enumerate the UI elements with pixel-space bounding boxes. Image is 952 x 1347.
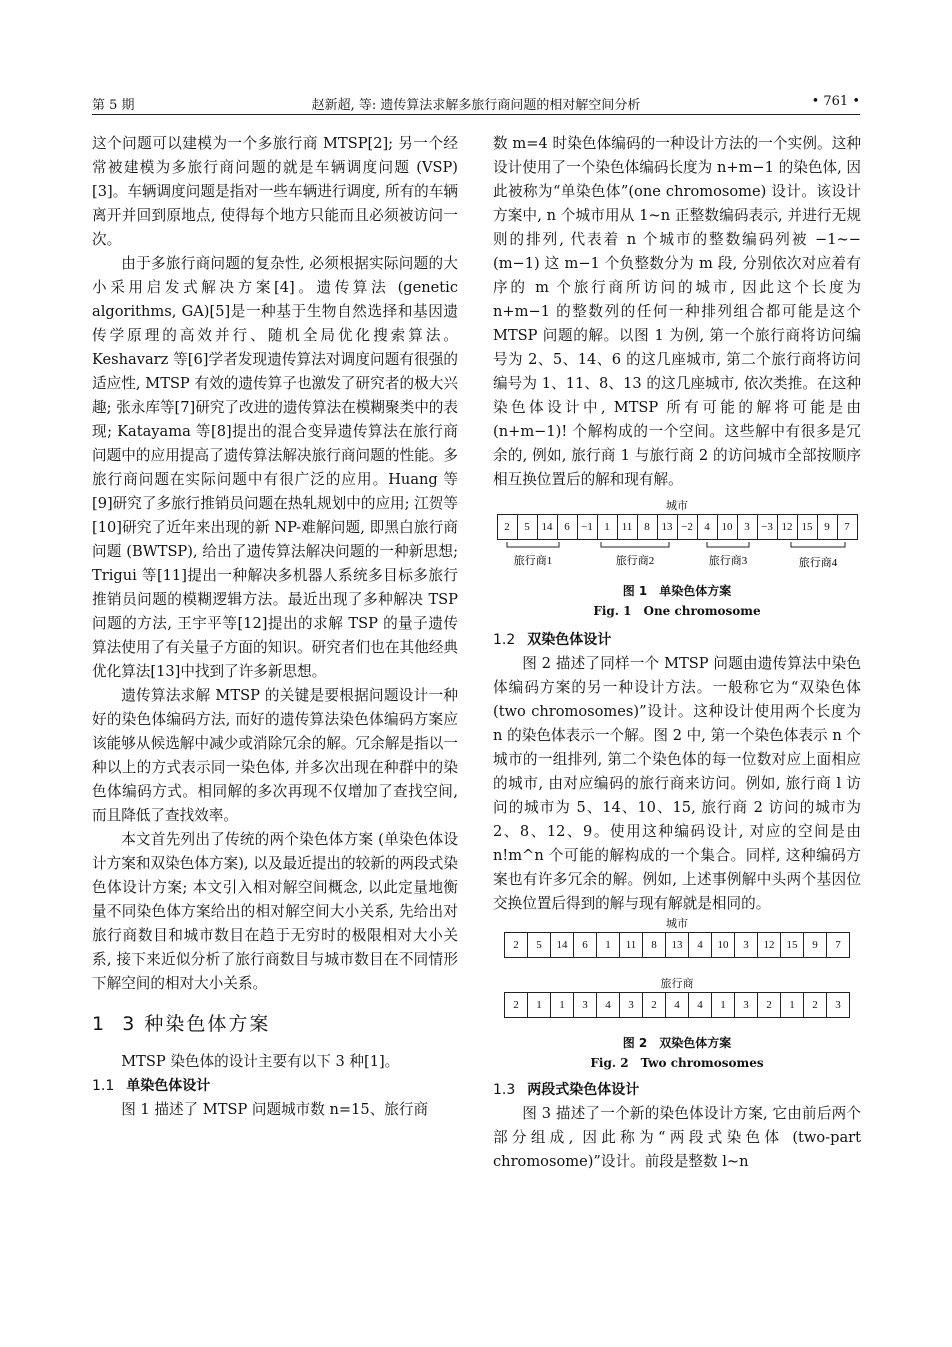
chromosome-cell: 11 (617, 515, 637, 540)
chromosome-cell: −2 (677, 515, 697, 540)
figure-2-caption-en: Fig. 2 Two chromosomes (590, 1056, 764, 1070)
figure-1-caption: 图 1 单染色体方案 (622, 584, 732, 598)
chromosome-cell: 6 (557, 515, 577, 540)
group-label: 旅行商3 (708, 555, 748, 567)
chromosome-cell: 1 (781, 993, 804, 1018)
traveler-brackets (493, 540, 861, 574)
chromosome-cell: 4 (697, 515, 717, 540)
section-number: 1 (92, 1013, 107, 1035)
paragraph: 图 1 描述了 MTSP 问题城市数 n=15、旅行商 (121, 1101, 429, 1118)
chromosome-cell: 8 (643, 933, 666, 958)
group-label: 旅行商1 (513, 555, 553, 567)
city-chromosome-table (504, 932, 850, 958)
chromosome-cell: 12 (758, 933, 781, 958)
page-number: • 761 • (811, 94, 860, 109)
subsection-heading (493, 628, 861, 652)
subsection-title: 单染色体设计 (126, 1078, 211, 1094)
chromosome-cell: 1 (712, 993, 735, 1018)
chromosome-cell: 5 (528, 933, 551, 958)
figure-1-top-label: 城市 (666, 499, 688, 512)
subsection-title: 两段式染色体设计 (527, 1082, 640, 1098)
chromosome-cell: 4 (689, 933, 712, 958)
chromosome-cell: 12 (777, 515, 797, 540)
paragraph: 由于多旅行商问题的复杂性, 必须根据实际问题的大小采用启发式解决方案[4]。遗传算法 (genetic algorithms, GA)[5]是一种基于生物自然选择和基因遗传学原理的高效并行、随机全局优化搜索算法。Keshavarz 等[6]学者发现遗传算法对调度问题有很强的适应性, MTSP 有效的遗传算子也激发了研究者的极大兴趣; 张永库等[7]研究了改进的遗传算法在模糊聚类中的表现; Katayama 等[8]提出的混合变异遗传算法在旅行商问题中的应用提高了遗传算法解决旅行商问题的性能。多旅行商问题在实际问题中有很广泛的应用。Huang 等[9]研究了多旅行推销员问题在热轧规划中的应用; 江贺等[10]研究了近年来出现的新 NP-难解问题, 即黑白旅行商问题 (BWTSP), 给出了遗传算法解决问题的一种新思想; Trigui 等[11]提出一种解决多机器人系统多目标多旅行推销员问题的模糊逻辑方法。最近出现了多种解决 TSP 问题的方法, 王宇平等[12]提出的求解 TSP 的量子遗传算法使用了有关量子方面的知识。研究者们也在其他经典优化算法[13]中找到了许多新思想。 (92, 255, 458, 680)
chromosome-cell: 2 (497, 515, 517, 540)
paragraph: MTSP 染色体的设计主要有以下 3 种[1]。 (121, 1053, 400, 1070)
chromosome-cell: 8 (637, 515, 657, 540)
chromosome-cell: 2 (505, 933, 528, 958)
chromosome-cell: 10 (717, 515, 737, 540)
figure-2-mid-label: 旅行商 (660, 977, 694, 990)
paragraph: 图 3 描述了一个新的染色体设计方案, 它由前后两个部分组成, 因此称为“两段式染色体 (two-part chromosome)”设计。前段是整数 l~n (493, 1105, 861, 1170)
chromosome-table (497, 514, 858, 540)
left-column (92, 132, 458, 1122)
paragraph: 本文首先列出了传统的两个染色体方案 (单染色体设计方案和双染色体方案), 以及最近提出的较新的两段式染色体设计方案; 本文引入相对解空间概念, 以此定量地衡量不同染色体方案给出的相对解空间大小关系, 先给出对旅行商数目和城市数目在趋于无穷时的极限相对大小关系, 接下来近似分析了旅行商数目与城市数目在不同情形下解空间的相对大小关系。 (92, 831, 458, 992)
chromosome-cell: 13 (657, 515, 677, 540)
chromosome-cell: 11 (620, 933, 643, 958)
chromosome-cell: 7 (827, 933, 850, 958)
figure-2-top-label: 城市 (666, 917, 688, 930)
running-title: 赵新超, 等: 遗传算法求解多旅行商问题的相对解空间分析 (311, 98, 641, 113)
chromosome-cell: 2 (758, 993, 781, 1018)
chromosome-cell: 3 (620, 993, 643, 1018)
chromosome-cell: 1 (551, 993, 574, 1018)
chromosome-cell: 14 (537, 515, 557, 540)
chromosome-cell: 6 (574, 933, 597, 958)
chromosome-cell: 4 (597, 993, 620, 1018)
chromosome-cell: 4 (666, 993, 689, 1018)
chromosome-cell: 2 (643, 993, 666, 1018)
chromosome-cell: 5 (517, 515, 537, 540)
chromosome-cell: 1 (597, 933, 620, 958)
paragraph: 图 2 描述了同样一个 MTSP 问题由遗传算法中染色体编码方案的另一种设计方法。一般称它为“双染色体 (two chromosomes)”设计。这种设计使用两个长度为 n 的染色体表示一个解。图 2 中, 第一个染色体表示 n 个城市的一组排列, 第二个染色体的每一位数对应上面相应的城市, 由对应编码的旅行商来访问。例如, 旅行商 l 访问的城市为 5、14、10、15, 旅行商 2 访问的城市为 2、8、12、9。使用这种编码设计, 对应的空间是由 n!m^n 个可能的解构成的一个集合。同样, 这种编码方案也有许多冗余的解。例如, 上述事例解中头两个基因位交换位置后得到的解与现有解就是相同的。 (493, 655, 861, 912)
chromosome-cell: 3 (574, 993, 597, 1018)
figure-2 (493, 916, 861, 1072)
chromosome-cell: 14 (551, 933, 574, 958)
chromosome-cell: 9 (804, 933, 827, 958)
chromosome-cell: 13 (666, 933, 689, 958)
chromosome-cell: 15 (797, 515, 817, 540)
group-label: 旅行商4 (798, 557, 838, 569)
subsection-number: 1.3 (493, 1082, 516, 1098)
chromosome-cell: 9 (817, 515, 837, 540)
subsection-heading (493, 1078, 861, 1102)
chromosome-cell: 3 (735, 933, 758, 958)
subsection-number: 1.1 (92, 1078, 115, 1094)
header-rule (92, 114, 860, 115)
paragraph: 遗传算法求解 MTSP 的关键是要根据问题设计一种好的染色体编码方法, 而好的遗传算法染色体编码方案应该能够从候选解中减少或消除冗余的解。冗余解是指以一种以上的方式表示同一染色体, 并多次出现在种群中的染色体编码方式。相同解的多次再现不仅增加了查找空间, 而且降低了查找效率。 (92, 687, 458, 824)
chromosome-cell: 2 (804, 993, 827, 1018)
chromosome-cell: −1 (577, 515, 597, 540)
right-column (493, 132, 861, 1174)
chromosome-cell: −3 (757, 515, 777, 540)
chromosome-cell: 3 (735, 993, 758, 1018)
chromosome-cell: 3 (827, 993, 850, 1018)
figure-1 (493, 498, 861, 620)
chromosome-cell: 3 (737, 515, 757, 540)
section-title: 3 种染色体方案 (122, 1013, 271, 1035)
chromosome-cell: 15 (781, 933, 804, 958)
chromosome-cell: 4 (689, 993, 712, 1018)
figure-1-caption-en: Fig. 1 One chromosome (593, 604, 761, 618)
chromosome-cell: 7 (837, 515, 857, 540)
paragraph: 这个问题可以建模为一个多旅行商 MTSP[2]; 另一个经常被建模为多旅行商问题的就是车辆调度问题 (VSP)[3]。车辆调度问题是指对一些车辆进行调度, 所有的车辆离开并回到原地点, 使得每个地方只能而且必须被访问一次。 (92, 135, 458, 248)
chromosome-cell: 1 (597, 515, 617, 540)
subsection-number: 1.2 (493, 632, 516, 648)
chromosome-cell: 10 (712, 933, 735, 958)
paragraph: 数 m=4 时染色体编码的一种设计方法的一个实例。这种设计使用了一个染色体编码长度为 n+m−1 的染色体, 因此被称为“单染色体”(one chromosome) 设计。该设计方案中, n 个城市用从 1~n 正整数编码表示, 并进行无规则的排列, 代表着 n 个城市的整数编码列被 −1~−(m−1) 这 m−1 个负整数分为 m 段, 分别依次对应着有序的 m 个旅行商所访问的城市, 因此这个长度为 n+m−1 的整数列的任何一种排列组合都可能是这个 MTSP 问题的解。以图 1 为例, 第一个旅行商将访问编号为 2、5、14、6 的这几座城市, 第二个旅行商将访问编号为 1、11、8、13 的这几座城市, 依次类推。在这种染色体设计中, MTSP 所有可能的解将可能是由 (n+m−1)! 个解构成的一个空间。这些解中有很多是冗余的, 例如, 旅行商 1 与旅行商 2 的访问城市全部按顺序相互换位置后的解和现有解。 (493, 135, 861, 488)
section-heading (92, 1012, 458, 1036)
traveler-chromosome-table (504, 992, 850, 1018)
chromosome-cell: 1 (528, 993, 551, 1018)
chromosome-cell: 2 (505, 993, 528, 1018)
subsection-title: 双染色体设计 (527, 632, 612, 648)
subsection-heading (92, 1074, 458, 1098)
group-label: 旅行商2 (615, 555, 655, 567)
issue-number: 第 5 期 (92, 98, 135, 113)
figure-2-caption: 图 2 双染色体方案 (622, 1036, 732, 1050)
